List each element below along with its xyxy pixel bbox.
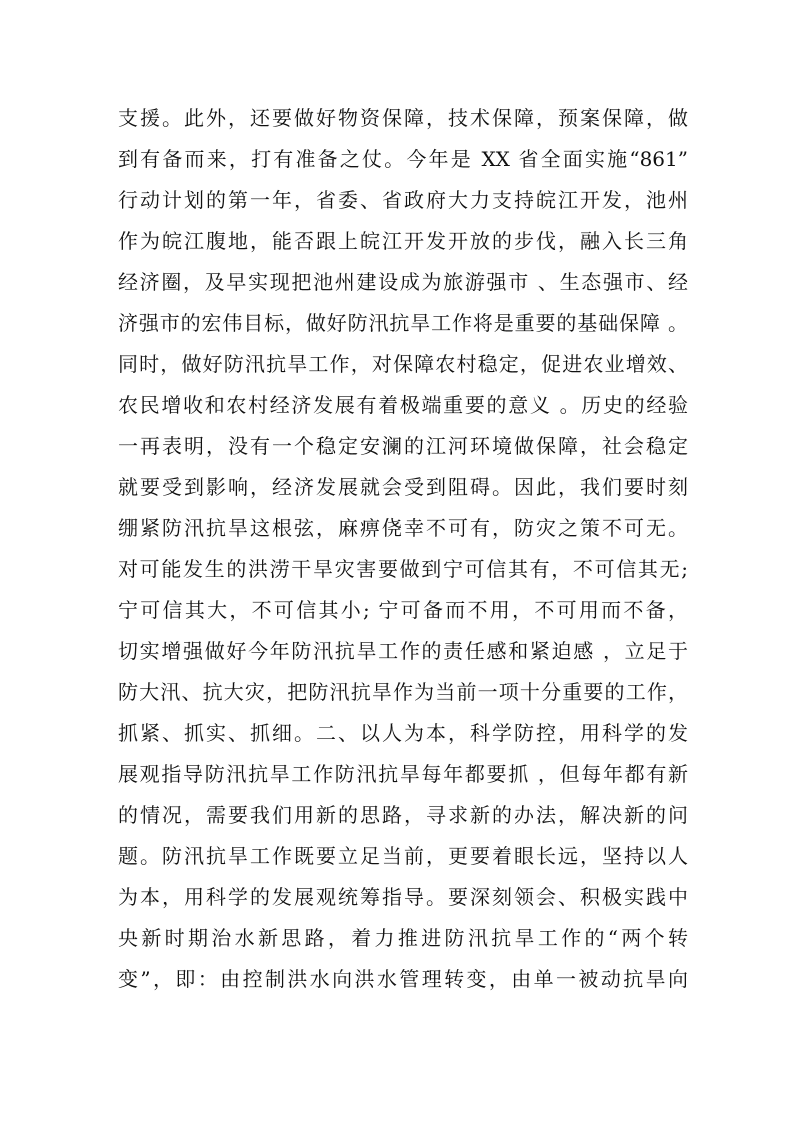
text-line-6: 济强市的宏伟目标，做好防汛抗旱工作将是重要的基础保障 。 <box>118 311 688 335</box>
text-line-10: 就要受到影响，经济发展就会受到阻碍。因此，我们要时刻 <box>118 475 688 499</box>
text-line-1: 支援。此外，还要做好物资保障，技术保障，预案保障，做 <box>118 106 688 130</box>
text-line-7: 同时，做好防汛抗旱工作，对保障农村稳定，促进农业增效、 <box>118 352 688 376</box>
text-line-3: 行动计划的第一年，省委、省政府大力支持皖江开发，池州 <box>118 188 688 212</box>
text-line-13: 宁可信其大，不可信其小; 宁可备而不用，不可用而不备， <box>118 598 688 622</box>
text-line-19: 题。防汛抗旱工作既要立足当前，更要着眼长远，坚持以人 <box>118 844 688 868</box>
text-line-15: 防大汛、抗大灾，把防汛抗旱作为当前一项十分重要的工作， <box>118 680 688 704</box>
text-line-11: 绷紧防汛抗旱这根弦，麻痹侥幸不可有，防灾之策不可无。 <box>118 516 688 540</box>
text-line-18: 的情况，需要我们用新的思路，寻求新的办法，解决新的问 <box>118 803 688 827</box>
text-line-4: 作为皖江腹地，能否跟上皖江开发开放的步伐，融入长三角 <box>118 229 688 253</box>
text-line-9: 一再表明，没有一个稳定安澜的江河环境做保障，社会稳定 <box>118 434 688 458</box>
text-line-22: 变”，即：由控制洪水向洪水管理转变，由单一被动抗旱向 <box>118 967 688 991</box>
text-line-5: 经济圈，及早实现把池州建设成为旅游强市 、生态强市、经 <box>118 270 688 294</box>
text-line-14: 切实增强做好今年防汛抗旱工作的责任感和紧迫感 ，立足于 <box>118 639 688 663</box>
text-line-20: 为本，用科学的发展观统筹指导。要深刻领会、积极实践中 <box>118 885 688 909</box>
text-line-17: 展观指导防汛抗旱工作防汛抗旱每年都要抓 ，但每年都有新 <box>118 762 688 786</box>
text-line-16: 抓紧、抓实、抓细。二、以人为本，科学防控，用科学的发 <box>118 721 688 745</box>
text-line-21: 央新时期治水新思路，着力推进防汛抗旱工作的“两个转 <box>118 926 688 950</box>
text-line-12: 对可能发生的洪涝干旱灾害要做到宁可信其有，不可信其无; <box>118 557 688 581</box>
body-text <box>118 98 688 1000</box>
text-line-2: 到有备而来，打有准备之仗。今年是 XX 省全面实施“861” <box>118 147 688 171</box>
text-line-8: 农民增收和农村经济发展有着极端重要的意义 。历史的经验 <box>118 393 688 417</box>
